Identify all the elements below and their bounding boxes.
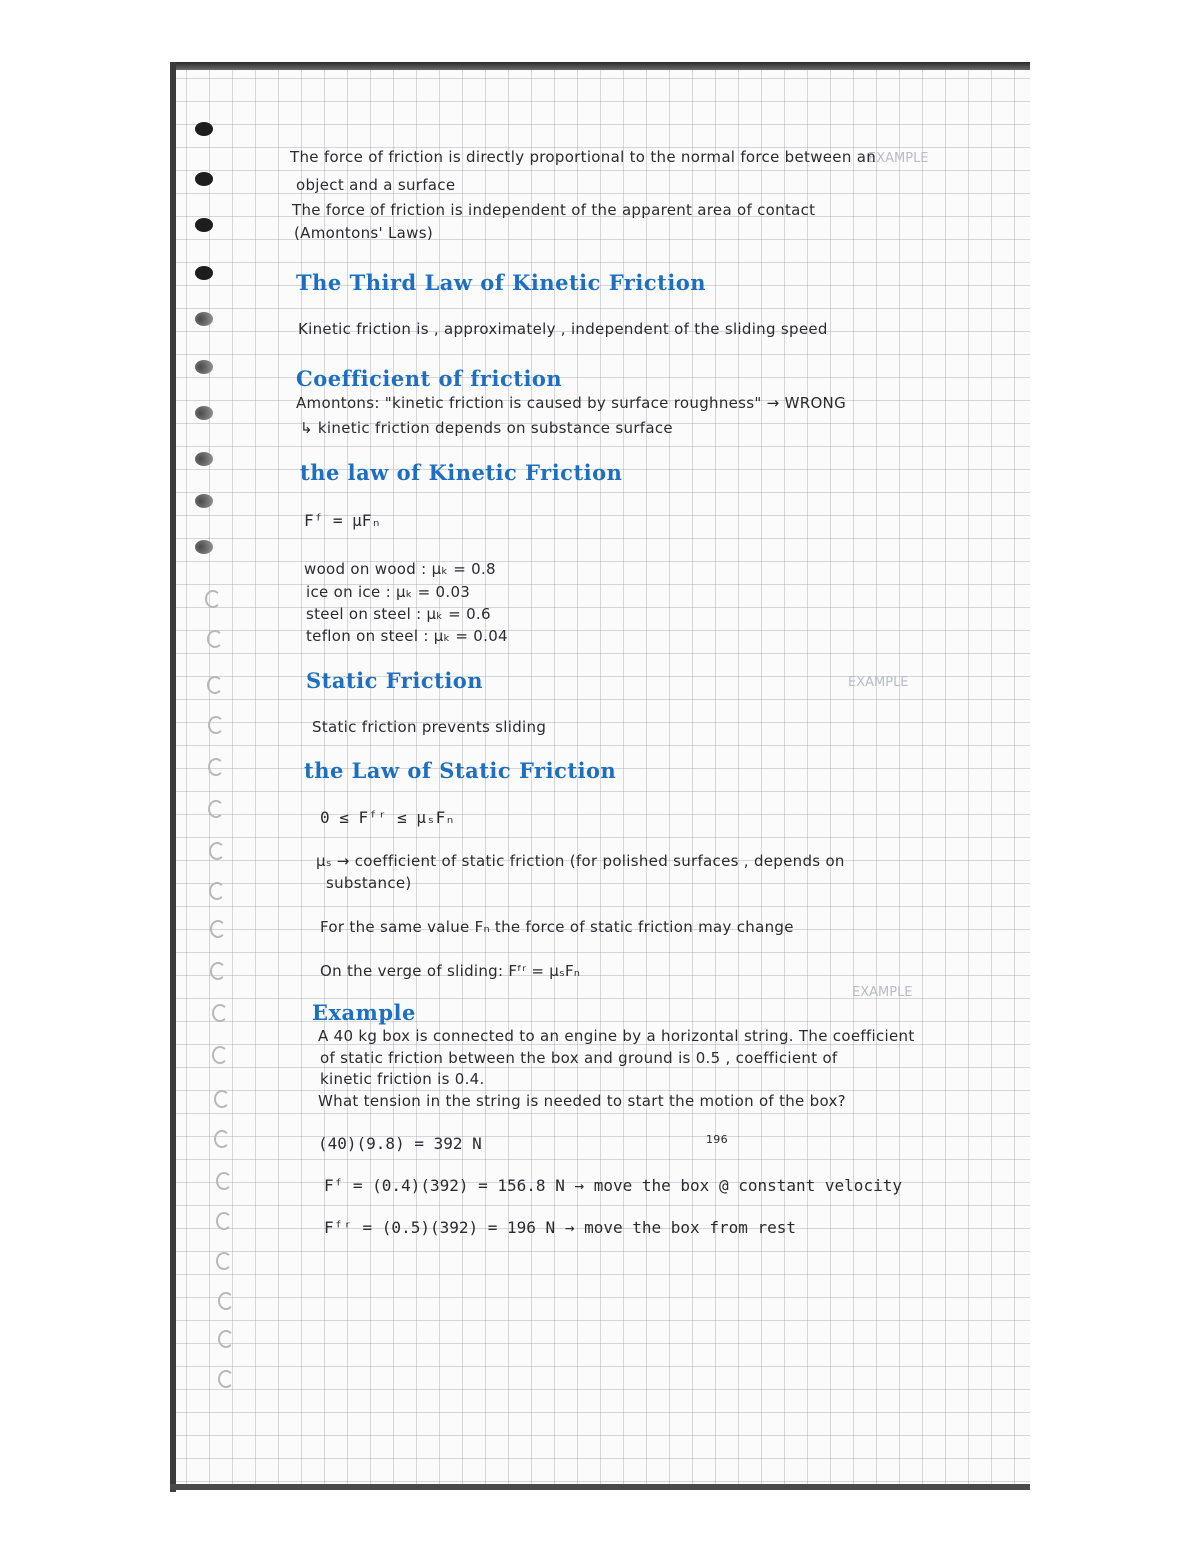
note-line: The force of friction is independent of the apparent area of contact — [292, 201, 816, 219]
note-line: On the verge of sliding: Fᶠʳ = μₛFₙ — [320, 962, 581, 980]
binding-hole — [210, 920, 226, 938]
note-line: For the same value Fₙ the force of static friction may change — [320, 918, 794, 936]
coefficient-value: ice on ice : μₖ = 0.03 — [306, 583, 471, 601]
formula: Fᶠ = μFₙ — [304, 511, 382, 530]
binding-hole — [205, 590, 221, 608]
section-heading: Example — [312, 1000, 416, 1025]
calculation: (40)(9.8) = 392 N — [318, 1134, 482, 1153]
binding-hole — [216, 1212, 232, 1230]
binding-hole — [218, 1370, 234, 1388]
binding-hole — [195, 218, 213, 232]
bleed-through-mark: EXAMPLE — [848, 675, 909, 690]
calculation: Fᶠʳ = (0.5)(392) = 196 N → move the box from rest — [324, 1218, 797, 1237]
binding-hole — [207, 676, 223, 694]
binding-hole — [195, 540, 213, 554]
bleed-through-mark: EXAMPLE — [852, 985, 913, 1000]
binding-hole — [195, 122, 213, 136]
binding-hole — [208, 800, 224, 818]
binding-hole — [195, 312, 213, 326]
note-line: (Amontons' Laws) — [294, 224, 433, 242]
binding-hole — [209, 882, 225, 900]
formula: 0 ≤ Fᶠʳ ≤ μₛFₙ — [320, 808, 455, 827]
section-heading: the Law of Static Friction — [304, 758, 617, 783]
coefficient-value: steel on steel : μₖ = 0.6 — [306, 605, 491, 623]
section-heading: the law of Kinetic Friction — [300, 460, 623, 485]
note-line: Kinetic friction is , approximately , independent of the sliding speed — [298, 320, 828, 338]
note-line: The force of friction is directly proportional to the normal force between an — [290, 148, 877, 166]
binding-hole — [208, 758, 224, 776]
binding-hole — [210, 962, 226, 980]
binding-hole — [212, 1004, 228, 1022]
coefficient-value: teflon on steel : μₖ = 0.04 — [306, 627, 508, 645]
binding-hole — [207, 630, 223, 648]
binding-hole — [214, 1130, 230, 1148]
binding-hole — [218, 1330, 234, 1348]
binding-hole — [195, 360, 213, 374]
binding-hole — [214, 1090, 230, 1108]
side-note: 196 — [706, 1133, 728, 1146]
page-shadow-bottom — [170, 1484, 1030, 1490]
section-heading: The Third Law of Kinetic Friction — [296, 270, 707, 295]
note-line: Amontons: "kinetic friction is caused by surface roughness" → WRONG — [296, 394, 846, 412]
example-text: of static friction between the box and ground is 0.5 , coefficient of — [320, 1049, 838, 1067]
binding-hole — [218, 1292, 234, 1310]
binding-hole — [195, 452, 213, 466]
binding-hole — [209, 842, 225, 860]
example-text: A 40 kg box is connected to an engine by a horizontal string. The coefficient — [318, 1027, 915, 1045]
binding-hole — [212, 1046, 228, 1064]
binding-hole — [216, 1252, 232, 1270]
bleed-through-mark: EXAMPLE — [868, 151, 929, 166]
example-text: kinetic friction is 0.4. — [320, 1070, 485, 1088]
example-question: What tension in the string is needed to start the motion of the box? — [318, 1092, 846, 1110]
binding-hole — [216, 1172, 232, 1190]
coefficient-value: wood on wood : μₖ = 0.8 — [304, 560, 496, 578]
binding-hole — [195, 494, 213, 508]
note-line: Static friction prevents sliding — [312, 718, 547, 736]
binding-hole — [208, 716, 224, 734]
note-line: object and a surface — [296, 176, 456, 194]
page-shadow-top — [172, 62, 1030, 70]
section-heading: Static Friction — [306, 668, 484, 693]
calculation: Fᶠ = (0.4)(392) = 156.8 N → move the box @ constant velocity — [324, 1176, 902, 1195]
note-line: μₛ → coefficient of static friction (for polished surfaces , depends on — [316, 852, 845, 870]
binding-hole — [195, 172, 213, 186]
binding-hole — [195, 266, 213, 280]
note-line: ↳ kinetic friction depends on substance surface — [300, 419, 673, 437]
binding-hole — [195, 406, 213, 420]
section-heading: Coefficient of friction — [296, 366, 563, 391]
note-line: substance) — [326, 874, 412, 892]
